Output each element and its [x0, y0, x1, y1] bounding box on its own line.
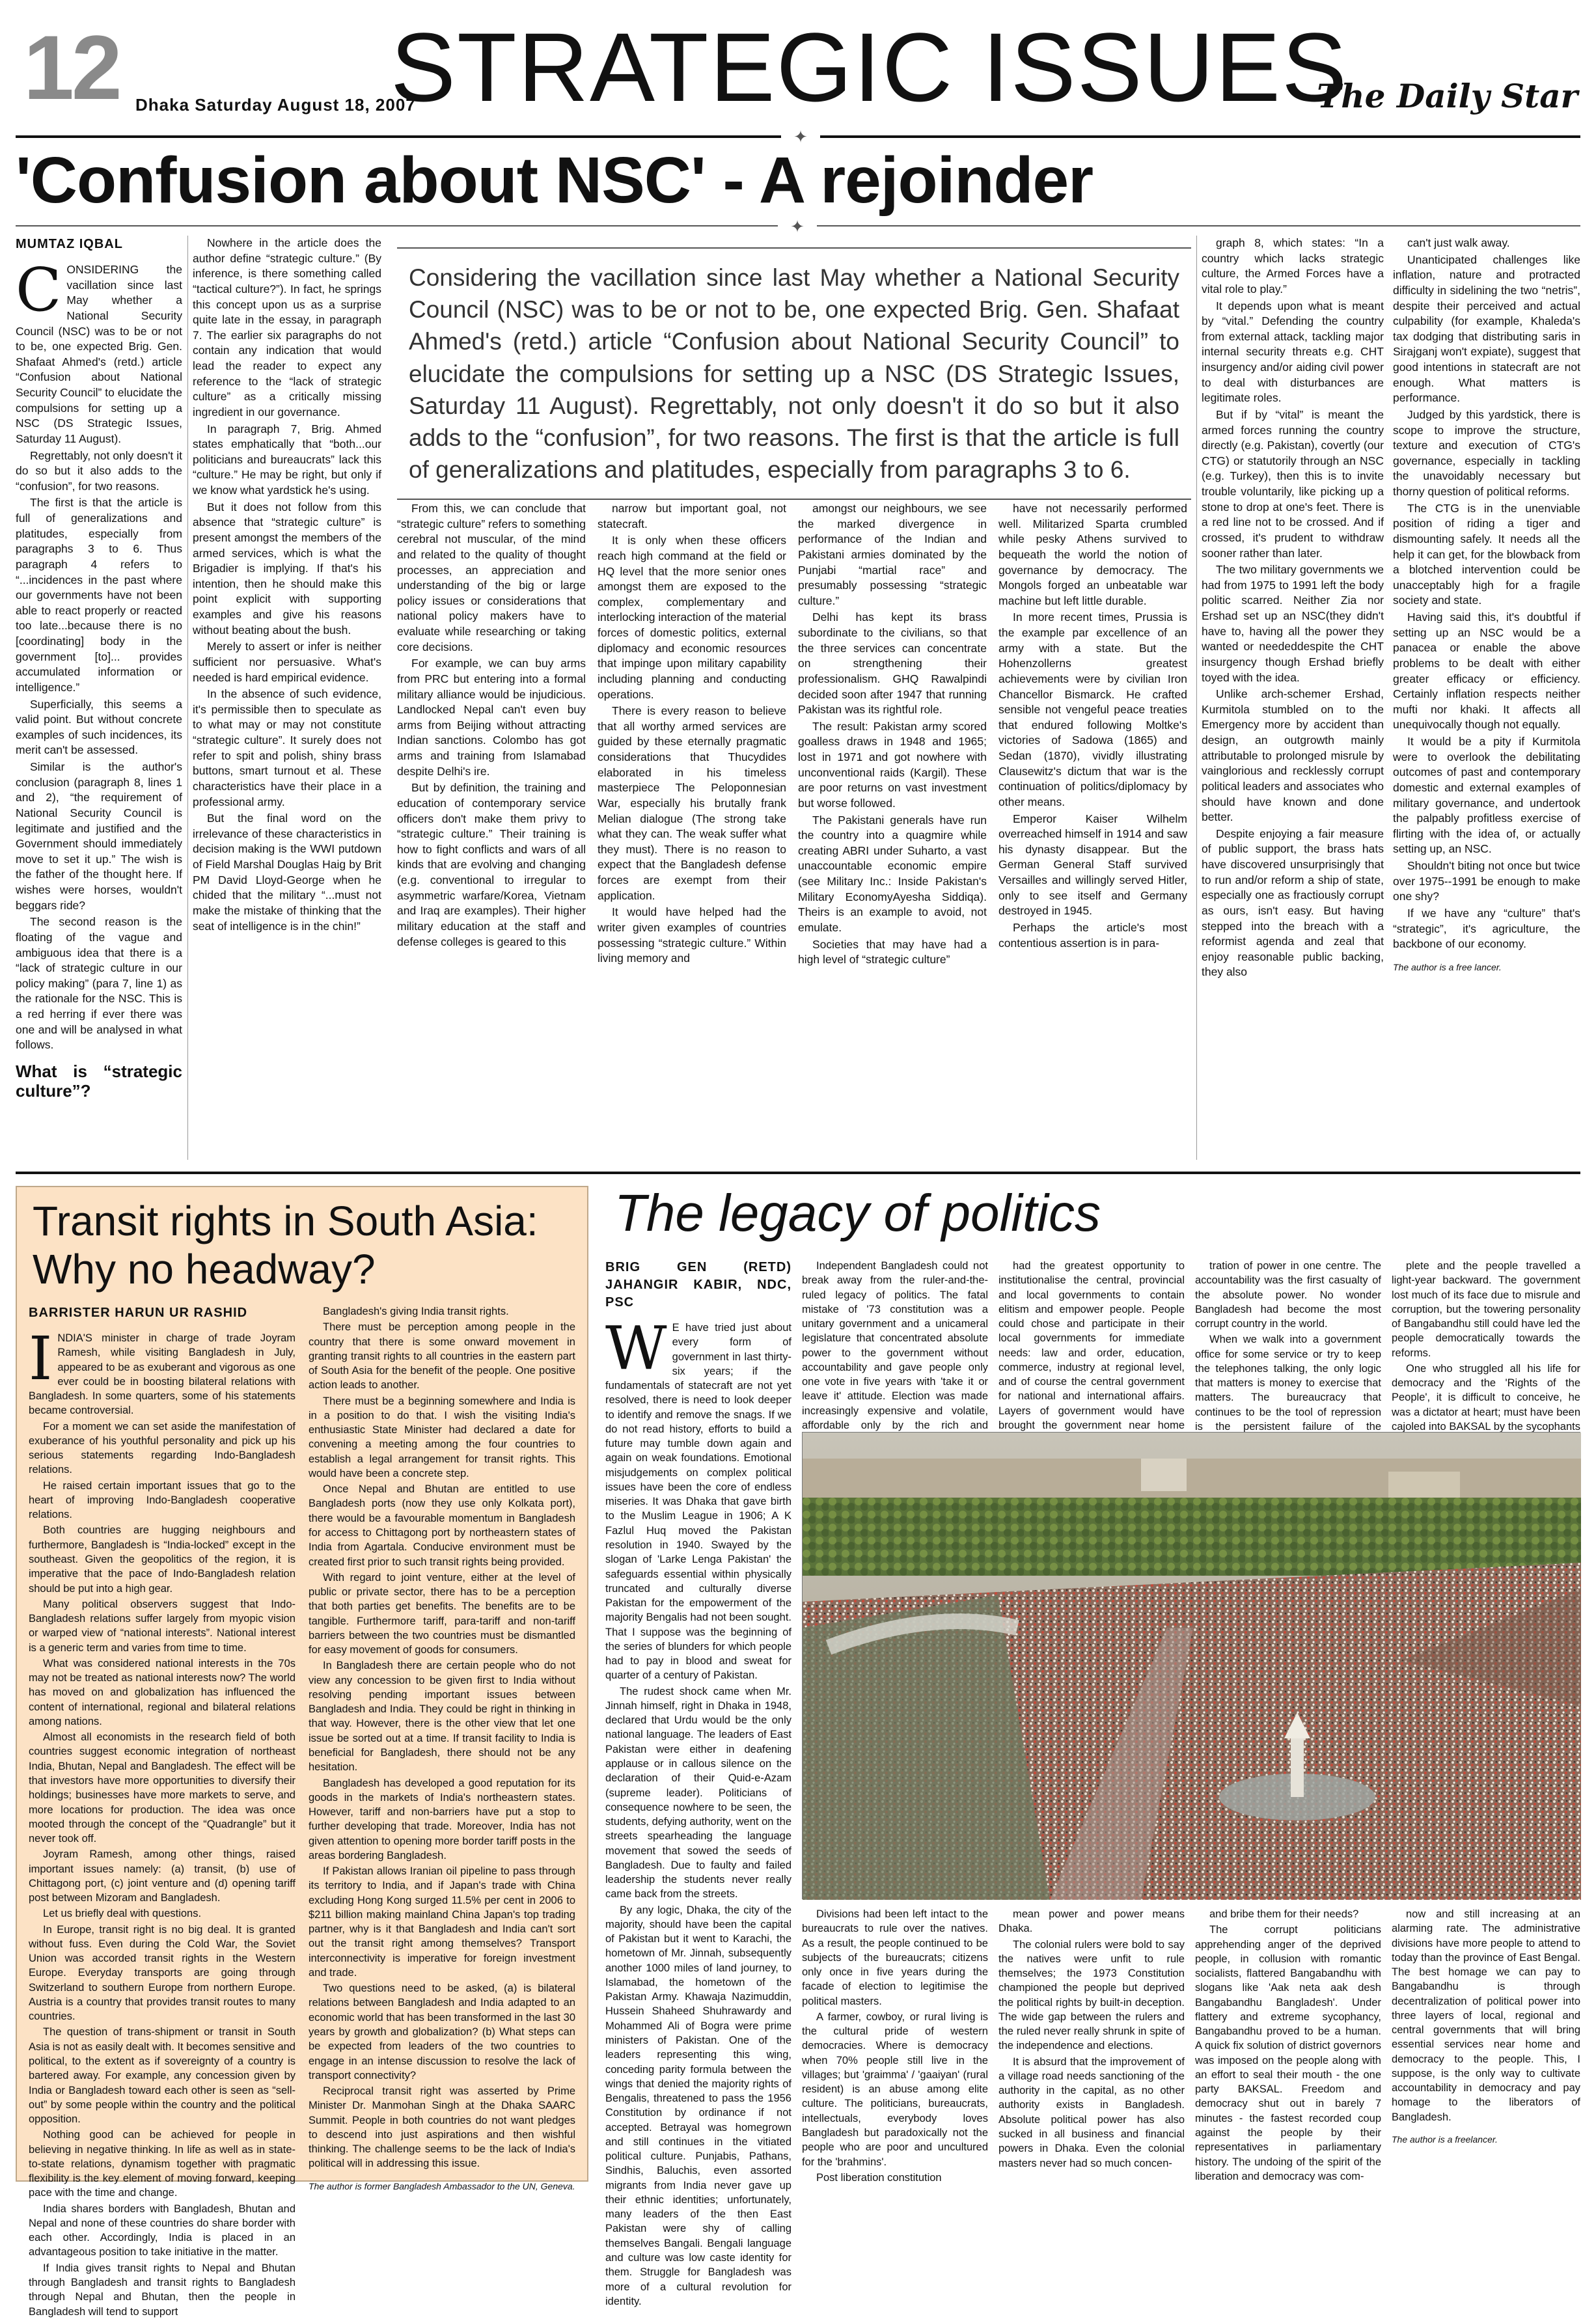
paragraph: Similar is the author's conclusion (paragraph 8, lines 1 and 2), “the requirement of National Security Council is legitimate and justified and the Government should immediately move to set it up.” The wish is the father of the thought here. If wishes were horses, wouldn't beggars ride?: [16, 760, 182, 912]
paragraph: graph 8, which states: “In a country which lacks strategic culture, the Armed Forces have a vital role to play.”: [1202, 236, 1384, 295]
paragraph: have not necessarily performed well. Militarized Sparta crumbled while pesky Athens survived to bequeath the world the notion of governance by democracy. The Mongols forged an unbeatable war machine but left little durable.: [998, 502, 1187, 607]
paragraphs: [1202, 236, 1384, 980]
paragraphs: [998, 1907, 1185, 2171]
paragraphs: [598, 501, 786, 967]
paragraph: mean power and power means Dhaka.: [998, 1908, 1185, 1935]
paragraph: Nowhere in the article does the author define “strategic culture.” (By inference, is there something called “tactical culture?”). In fact, he springs this concept upon us as a surprise quite late in the essay, in paragraph 7. The earlier six paragraphs do not contain any indication that would lead the reader to expect any reference to the “lack of strategic culture” as a critically missing ingredient in our governance.: [193, 236, 381, 419]
paragraphs: [1393, 236, 1580, 952]
paragraph: Nothing good can be achieved for people in believing in negative thinking. In life as well as in state-to-state relations, dynamism together with pragmatic flexibility is the key element of moving forward, keeping pace with the time and change.: [29, 2129, 296, 2199]
column-divider: [187, 236, 188, 1160]
article3-column-2-bottom: [802, 1907, 988, 2184]
dateline: Dhaka Saturday August 18, 2007: [135, 95, 416, 115]
author-note: The author is a freelancer.: [1392, 2134, 1498, 2145]
paragraph: But it does not follow from this absence that “strategic culture” is present amongst the members of the armed services, which is what the Brigadier is implying. If that's his intention, then he should make this point explicit with supporting examples and give his reasons without beating about the bush.: [193, 500, 381, 637]
paragraph: There must be perception among people in the country that there is some onward movement in granting transit rights to all countries in the eastern part of South Asia for the benefit of the people. One positive action leads to another.: [309, 1321, 575, 1392]
paragraph: If we have any “culture” that's “strategic”, it's agriculture, the backbone of our economy.: [1393, 906, 1580, 951]
paragraph: Joyram Ramesh, among other things, raised important issues namely: (a) transit, (b) use of Chittagong port, (c) joint venture and (d) opening tariff post between Mizoram and Bangladesh.: [29, 1848, 296, 1904]
article3-column-5-top: [1392, 1259, 1580, 1433]
paragraph: If Pakistan allows Iranian oil pipeline to pass through its territory to India, and if Japan's trade with China excluding Hong Kong surged 11.5% per cent in 2006 to $211 billion making mainland China Japan's top trading partner, why is it that Bangladesh and India can't sort out the transit right among themselves? Transport interconnectivity is imperative for foreign investment and trade.: [309, 1865, 575, 1979]
paragraph: A farmer, cowboy, or rural living is the cultural pride of western democracies. Where is democracy when 70% people still live in the villages; but 'graimma' / 'gaaiyan' (rural resident) is an abuse among elite culture. The politicians, bureaucrats, intellectuals, everybody loves Bangladesh but paradoxically not the people who are poor and uncultured for the 'brahmins'.: [802, 2010, 988, 2168]
paragraph: But by definition, the training and education of contemporary service officers don't make them privy to “strategic culture.” Their training is how to fight conflicts and wars of all kinds that are evolving and changing (e.g. conventional to irregular to asymmetric warfare/Korea, Vietnam and Iraq are examples). Their higher military education at the staff and defense colleges is geared to this: [397, 781, 586, 948]
paragraph: had the greatest opportunity to institutionalise the central, provincial and local governments to contain elitism and empower people. People could chose and participate in their local governments for immediate needs: law and order, education, commerce, industry at regional level, and of course the central government for national and international affairs. Layers of government would have brought the government near home: [998, 1260, 1185, 1431]
paragraph: ONSIDERING the vacillation since last May whether a National Security Council (NSC) was to be or not to be, one expected Brig. Gen. Shafaat Ahmed's (retd.) article “Confusion about National Security Council” to elucidate the compulsions for setting up a NSC (DS Strategic Issues, Saturday 11 August).: [16, 263, 182, 445]
headline-transit-rights: Transit rights in South Asia: Why no headway?: [33, 1198, 538, 1293]
article1-column-8: [1393, 236, 1580, 1160]
paragraph: now and still increasing at an alarming rate. The administrative divisions have more people to attend to today than the province of East Bengal. The best homage we can pay to Bangabandhu is through decentralization of political power into three layers of local, regional and central governments that will bring essential services near home and democracy to the people. This, I suppose, is the only way to cultivate accountability in democracy and pay homage to the liberators of Bangladesh.: [1392, 1908, 1580, 2123]
paragraphs: [998, 501, 1187, 951]
article3-column-3-top: [998, 1259, 1185, 1431]
paragraphs: [193, 236, 381, 934]
paragraph: The result: Pakistan army scored goalless draws in 1948 and 1965; lost in 1971 and got nowhere with unconventional raids (Kargil). These are poor returns on vast investment but worse followed.: [798, 719, 987, 810]
paragraph: can't just walk away.: [1407, 236, 1510, 249]
paragraph: It would have helped had the writer given examples of countries possessing “strategic culture.” Within living memory and: [598, 905, 786, 965]
paragraph: There must be a beginning somewhere and India is in a position to do that. I wish the visiting India's enthusiastic State Minister had declared a date for convening a meeting among the four countries to establish a legal arrangement for transit rights. This would have been a concrete step.: [309, 1395, 575, 1479]
headline-legacy-politics: The legacy of politics: [614, 1184, 1101, 1242]
paragraph: Bangladesh's giving India transit rights.: [323, 1306, 509, 1317]
paragraph: One who struggled all his life for democracy and the 'Rights of the People', it is difficult to conceive, he was a dictator at heart; must have been cajoled into BAKSAL by the sycophants: [1392, 1362, 1580, 1433]
paragraph: Almost all economists in the research field of both countries suggest economic integration of northeast India, Bhutan, Nepal and Bangladesh. The effect will be that investors have more opportunities to diversify their holdings; businesses have more markets to serve, and more locations for production. The idea was once mooted through the concept of the “Quadrangle” but it never took off.: [29, 1731, 296, 1845]
paragraph: He raised certain important issues that go to the heart of improving Indo-Bangladesh cooperative relations.: [29, 1479, 296, 1521]
article1-column-4: [598, 501, 786, 1160]
paragraph: Reciprocal transit right was asserted by Prime Minister Dr. Manmohan Singh at the Dhaka SAARC Summit. People in both countries do not want pledges to descend into just aspirations and then wishful thinking. The challenge seems to be the lack of India's political will in addressing this issue.: [309, 2085, 575, 2170]
paragraph: Delhi has kept its brass subordinate to the civilians, so that the three services can concentrate on strengthening their professionalism. GHQ Rawalpindi decided soon after 1947 that running Pakistan was its rightful role.: [798, 611, 987, 717]
star-ornament-icon: ✦: [778, 217, 817, 236]
article2-column-1: [29, 1304, 296, 2318]
paragraph: There is every reason to believe that all worthy armed services are guided by these eternally pragmatic considerations that Thucydides elaborated in his timeless masterpiece The Peloponnesian War, especially his brutally frank Melian dialogue (The strong take what they can. The weak suffer what they must). There is no reason to expect that the Bangladesh defense forces are exempt from their application.: [598, 704, 786, 902]
dropcap: I: [29, 1324, 53, 1393]
paragraph: But the final word on the irrelevance of these characteristics in decision making is the WWI putdown of Field Marshal Douglas Haig by Brit PM David Lloyd-George when he chided that the military “...must not make the mistake of thinking that the seat of intelligence is in the chin!”: [193, 812, 381, 933]
paragraph: Unanticipated challenges like inflation, nature and protracted difficulty in sidelining the two “netris”, despite their perceived and actual culpability (for example, Khaleda's tax dodging that distributing saris in Sirajganj won't expiate), suggest that good intentions in statecraft are not enough. What matters is performance.: [1393, 253, 1580, 405]
paragraph: Let us briefly deal with questions.: [43, 1908, 202, 1920]
paragraphs: [16, 255, 182, 1053]
paragraph: Despite enjoying a fair measure of public support, the brass hats have discovered unsurprisingly that to run and/or reform a ship of state, especially one as fractiously corrupt as ours, isn't easy. But having stepped into the breach with a reformist agenda and zeal that enjoy reasonable public backing, they also: [1202, 827, 1384, 979]
subhead: What is “strategic culture”?: [16, 1061, 182, 1101]
pull-quote: Considering the vacillation since last May whether a National Security Council (NSC) was to be or not to be, one expected Brig. Gen. Shafaat Ahmed's (retd.) article “Confusion about National Security Council” to elucidate the compulsions for setting up a NSC (DS Strategic Issues, Saturday 11 August). Regrettably, not only doesn't it do so but it also adds to the “confusion”, for two reasons. The first is that the article is full of generalizations and platitudes, especially from paragraphs 3 to 6.: [397, 247, 1191, 500]
paragraph: amongst our neighbours, we see the marked divergence in performance of the Indian and Pakistani armies dominated by the Punjabi “martial race” and presumably possessing “strategic culture.”: [798, 502, 987, 607]
article2-column-2: [309, 1304, 575, 2191]
dropcap: W: [605, 1313, 667, 1383]
crowd-rally-photo: [802, 1432, 1580, 1899]
section-title: STRATEGIC ISSUES: [391, 12, 1349, 122]
paragraphs: [1392, 1907, 1580, 2124]
paragraph: Once Nepal and Bhutan are entitled to use Bangladesh ports (now they use only Kolkata port), there would be a favourable momentum in Bangladesh for access to Chittagong port by northeastern states of India from Agartala. Conducive environment must be created first prior to such transit rights being provided.: [309, 1483, 575, 1568]
paragraph: The rudest shock came when Mr. Jinnah himself, right in Dhaka in 1948, declared that Urdu would be the only national language. The leaders of East Pakistan were either in deafening applause or in callous silence on the declaration of their Quid-e-Azam (supreme leader). Politicians of consequence nowhere to be seen, the students, defying authority, went on the streets spearheading the language movement that sowed the seeds of Bangladesh. Due to faulty and failed leadership the students never really came back from the streets.: [605, 1685, 791, 1900]
byline: BRIG GEN (RETD) JAHANGIR KABIR, NDC, PSC: [605, 1260, 791, 1310]
paragraphs: [798, 501, 987, 968]
paragraph: In Europe, transit right is no big deal. It is granted without fuss. Even during the Cold War, the Soviet Union was accorded transit rights in the Western Europe. Everyday transports are going through Switzerland to southern Europe from northern Europe. Austria is a country that provides transit routes to many countries.: [29, 1923, 296, 2023]
article1-column-7: [1202, 236, 1384, 1160]
paragraphs: [29, 1324, 296, 2319]
article3-column-1: [605, 1259, 791, 2307]
paragraph: Superficially, this seems a valid point. But without concrete examples of such incidences, its merit can't be assessed.: [16, 697, 182, 757]
article3-column-2-top: [802, 1259, 988, 1431]
headline-confusion-nsc: 'Confusion about NSC' - A rejoinder: [16, 144, 1094, 217]
paragraph: What was considered national interests in the 70s may not be treated as national interests now? The world has moved on and globalization has influenced the content of international, regional and bilateral relations among nations.: [29, 1657, 296, 1727]
paragraph: India shares borders with Bangladesh, Bhutan and Nepal and none of these countries do share border with each other. Accordingly, India is placed in an advantageous position to take initiative in the matter.: [29, 2202, 296, 2258]
paragraph: For a moment we can set aside the manifestation of exuberance of his youthful personality and pick up his serious statements regarding Indo-Bangladesh relations.: [29, 1420, 296, 1476]
paragraph: It depends upon what is meant by “vital.” Defending the country from external attack, tackling major internal security threats e.g. CHT insurgency and/or aiding civil power to deal with disturbances are legitimate roles.: [1202, 299, 1384, 405]
star-ornament-icon: ✦: [781, 128, 820, 146]
article3-column-5-bottom: [1392, 1907, 1580, 2176]
paragraph: Divisions had been left intact to the bureaucrats to rule over the natives. As a result, the people continued to be subjects of the bureaucrats; citizens only once in five years during the facade of election to legitimise the political masters.: [802, 1908, 988, 2007]
paragraph: Perhaps the article's most contentious assertion is in para-: [998, 920, 1187, 950]
paragraph: By any logic, Dhaka, the city of the majority, should have been the capital of Pakistan but it went to Karachi, the hometown of Mr. Jinnah, subsequently another 1000 miles of land journey, to Islamabad, the hometown of the Pakistan Army. Khawaja Nazimuddin, Hussein Shaheed Shuhrawardy and Mohammed Ali of Bogra were prime ministers of Pakistan. One of the leaders representing this wing, conceding parity formula between the wings that denied the majority rights of Bengalis, threatened to pass the 1956 Constitution by ordinance if not accepted. Betrayal was homegrown and still continues in the vitiated political culture. Punjabis, Pathans, Sindhis, Baluchis, even assorted migrants from India never gave up their ethnic identities; unfortunately, many leaders of the then East Pakistan were shy of calling themselves Bangali. Bengali language and culture was low caste identity for them. Struggle for Bangladesh was more of a cultural revolution for identity.: [605, 1904, 791, 2307]
paragraph: Unlike arch-schemer Ershad, Kurmitola stumbled on to the Emergency more by accident than design, an outgrowth mainly attributable to prolonged misrule by vainglorious and recklessly corrupt political leaders and associates who should have known and done better.: [1202, 687, 1384, 824]
byline: BARRISTER HARUN UR RASHID: [29, 1306, 248, 1320]
paragraph: Emperor Kaiser Wilhelm overreached himself in 1914 and saw his dynasty disappear. But the German General Staff survived Versailles and willingly served Hitler, only to see itself and Germany destroyed in 1945.: [998, 812, 1187, 918]
page-number: 12: [23, 16, 120, 118]
paragraph: In the absence of such evidence, it's permissible then to speculate as to what may or may not constitute “strategic culture”. It surely does not refer to spit and polish, shiny brass buttons, smart turnout et al. These characteristics have their place in a professional army.: [193, 687, 381, 808]
article1-column-1: [16, 236, 182, 1160]
paragraphs: [1195, 1907, 1381, 2184]
paragraph: narrow but important goal, not statecraft.: [598, 502, 786, 530]
paragraph: It is absurd that the improvement of a village road needs sanctioning of the authority in the capital, as no other authority exists in Bangladesh. Absolute political power has also sucked in all business and financial powers in Dhaka. Even the colonial masters never had so much concen-: [998, 2055, 1185, 2169]
paragraphs: [309, 1304, 575, 2171]
paragraph: It would be a pity if Kurmitola were to overlook the debilitating outcomes of past and contemporary domestic and external examples of military governance, and undertook the palpably profitless exercise of flirting with the idea of, or actually setting up, an NSC.: [1393, 735, 1580, 856]
paragraphs: [605, 1313, 791, 2309]
author-note: The author is former Bangladesh Ambassador to the UN, Geneva.: [309, 2180, 575, 2191]
paragraph: tration of power in one centre. The accountability was the first casualty of the absolute power. No wonder Bangladesh had become the most corrupt country in the world.: [1195, 1260, 1381, 1330]
paragraph: Having said this, it's doubtful if setting up an NSC would be a panacea or enable the above problems to be dealt with either greater efficacy or efficiency. Certainly inflation respects neither mufti nor khaki. It affects all unequivocally though not equally.: [1393, 611, 1580, 732]
paragraph: Two questions need to be asked, (a) is bilateral relations between Bangladesh and India adapted to an economic world that has been transformed in the last 30 years by growth and globalization? (b) What steps can be expected from leaders of the two countries to engage in an intense discussion to resolve the lack of transport connectivity?: [309, 1983, 575, 2081]
article3-column-3-bottom: [998, 1907, 1185, 2176]
paragraph: The second reason is the floating of the vague and ambiguous idea that there is a “lack of strategic culture in our policy making” (para 7, line 1) as the rationale for the NSC. This is a red herring if ever there was one and will be analysed in what follows.: [16, 915, 182, 1052]
paragraph: Regrettably, not only doesn't it do so but it also adds to the “confusion”, for two reasons.: [16, 448, 182, 493]
paragraph: For example, we can buy arms from PRC but entering into a formal military alliance would be injudicious. Landlocked Nepal can't even buy arms from Beijing without attracting Indian sanctions. Colombo has got arms and training from Islamabad despite Delhi's ire.: [397, 657, 586, 778]
paragraph: With regard to joint venture, either at the level of public or private sector, there has to be a perception that both parties get benefits. The benefits are to be tangible. Furthermore tariff, para-tariff and non-tariff barriers between the two countries must be dismantled for easy movement of goods for consumers.: [309, 1571, 575, 1656]
paragraph: The first is that the article is full of generalizations and platitudes, especially from paragraphs 3 to 6. Thus paragraph 4 refers to “...incidences in the past where our governments have not been able to react properly or reacted too late...because there is no [coordinating] body in the government [to]... provides accumulated information or intelligence.”: [16, 496, 182, 694]
paragraph: plete and the people travelled a light-year backward. The government lost much of its face due to misrule and corruption, but the towering personality of Bangabandhu still could have led the people democratically towards the reforms.: [1392, 1260, 1580, 1359]
paragraph: Shouldn't biting not once but twice over 1975--1991 be enough to make one shy?: [1393, 859, 1580, 903]
dropcap: C: [16, 255, 62, 325]
article1-column-2: [193, 236, 381, 1160]
paragraph: Judged by this yardstick, there is scope to improve the structure, texture and execution of CTG's governance, especially in tackling the unavoidably necessary but thorny question of political reforms.: [1393, 407, 1580, 498]
paragraphs: [397, 501, 586, 950]
paragraph: The corrupt politicians apprehending anger of the deprived people, in collusion with romantic socialists, flattered Bangabandhu with slogans like 'Aak neta aak desh Bangabandhu Bangladesh'. Under flattery and extreme sycophancy, Bangabandhu proved to be a human. A quick fix solution of district governors was imposed on the people along with an effort to seal their mouth - the one party BAKSAL. Freedom and democracy shut out in barely 7 minutes - the fastest recorded coup against the people by their representatives in parliamentary history. The undoing of the spirit of the liberation and democracy was com-: [1195, 1924, 1381, 2182]
paragraph: Independent Bangladesh could not break away from the ruler-and-the-ruled legacy of politics. The fatal mistake of '73 constitution was a unitary government and a unicameral legislature that concentrated absolute power to the government without accountability and gave people only one vote in five years with 'take it or leave it' attitude. Election was made increasingly expensive and volatile, affordable only by the rich and: [802, 1260, 988, 1431]
paragraph: But if by “vital” is meant the armed forces running the country directly (e.g. Pakistan), covertly (our CTG) or statutorily through an NSC (e.g. Turkey), then this is to invite trouble voluntarily, like picking up a stone to drop at one's feet. There is a red line not to be crossed. And if crossed, it's prudent to withdraw sooner rather than later.: [1202, 407, 1384, 560]
article1-column-6: [998, 501, 1187, 1160]
paragraph: Societies that may have had a high level of “strategic culture”: [798, 937, 987, 967]
column-divider: [1196, 236, 1197, 1160]
paragraph: If India gives transit rights to Nepal and Bhutan through Bangladesh and transit rights to Bangladesh through Nepal and Bhutan, then the people in Bangladesh will tend to support: [29, 2262, 296, 2318]
paragraph: Post liberation constitution: [816, 2171, 942, 2184]
byline: MUMTAZ IQBAL: [16, 237, 123, 251]
article3-column-4-top: [1195, 1259, 1381, 1433]
paragraph: Merely to assert or infer is neither sufficient nor persuasive. What's needed is hard empirical evidence.: [193, 640, 381, 684]
paragraph: Many political observers suggest that Indo-Bangladesh relations suffer largely from myopic vision or warped view of “national interests”. National interest is a generic term and varies from time to time.: [29, 1598, 296, 1654]
paragraphs: [802, 1907, 988, 2185]
paragraph: It is only when these officers reach high command at the field or HQ level that the more senior ones amongst them are exposed to the complex, complementary and interlocking interaction of the material forces of domestic politics, external diplomacy and economic resources that impinge upon military capability including planning and conducting operations.: [598, 534, 786, 701]
paragraph: The question of trans-shipment or transit in South Asia is not as easily dealt with. It becomes sensitive and political, to the extent as if sovereignty of a country is bartered away. For example, any concession given by India or Bangladesh toward each other is seen as “sell-out” by some people within the country and the political opposition.: [29, 2026, 296, 2126]
paragraph: In paragraph 7, Brig. Ahmed states emphatically that “both...our politicians and bureaucrats” lack this “culture.” He may be right, but only if we know what yardstick he's using.: [193, 422, 381, 497]
paragraph: From this, we can conclude that “strategic culture” refers to something cerebral not muscular, of the mind and related to the quality of thought processes, an appreciation and understanding of the big or large policy issues or considerations that national policy makers have to evaluate while researching or taking core decisions.: [397, 502, 586, 653]
paragraph: The Pakistani generals have run the country into a quagmire while creating ABRI under Suharto, a vast unaccountable economic empire (see Military Inc.: Inside Pakistan's Military EconomyAyesha Siddiqa). Theirs is an example to avoid, not emulate.: [798, 813, 987, 934]
paragraph: In Bangladesh there are certain people who do not view any concession to be given first to India without resolving pending important issues between Bangladesh and India. They could be right in thinking in that way. However, there is the other view that let one issue be sorted out at a time. If transit facility to India is beneficial for Bangladesh, there should not be any hesitation.: [309, 1660, 575, 1774]
paragraph: The CTG is in the unenviable position of riding a tiger and dismounting safely. It needs all the help it can get, for the blowback from a blotched intervention could be unacceptably high for a fragile society and state.: [1393, 501, 1580, 607]
paragraph: E have tried just about every form of government in last thirty-six years; if the fundamentals of statecraft are not yet resolved, there is need to look deeper to identify and remove the snags. If we do not read history, efforts to build a future may tumble down again and again on weak foundations. Emotional misjudgements on complex political issues have been the core of endless miseries. It was Dhaka that gave birth to the Muslim League in 1906; A K Fazlul Huq moved the Pakistan resolution in 1940. Swayed by the slogan of 'Larke Lenga Pakistan' the safeguards essential within physically truncated and culturally diverse Pakistan for the empowerment of the majority Bengalis had not been sought. That I suppose was the beginning of the series of blunders for which people had to pay in blood and sweat for quarter of a century of Pakistan.: [605, 1322, 791, 1682]
paragraph: The two military governments we had from 1975 to 1991 left the body politic scarred. Neither Zia nor Ershad set up an NSC(they didn't have to, having all the power they wanted or neededdespite the CHT insurgency though Ershad briefly toyed with the idea.: [1202, 563, 1384, 684]
paragraph: The colonial rulers were bold to say the natives were unfit to rule themselves; the 1973 Constitution championed the people but deprived the political rights by built-in deception. The wide gap between the rulers and the ruled never really shrunk in spite of the independence and elections.: [998, 1938, 1185, 2052]
crowd-photo-illustration: [803, 1433, 1581, 1900]
paragraph: and bribe them for their needs?: [1209, 1908, 1359, 1920]
article1-column-3: [397, 501, 586, 1160]
paragraph: In more recent times, Prussia is the example par excellence of an army with a state. But the Hohenzollerns greatest achievements were by civilian Iron Chancellor Bismarck. He crafted sensible not vengeful peace treaties that endured following Moltke's victories of Sadowa (1865) and Sedan (1870), vividly illustrating Clausewitz's dictum that war is the continuation of politics/diplomacy by other means.: [998, 611, 1187, 808]
author-note: The author is a free lancer.: [1393, 961, 1502, 972]
newspaper-logo: The Daily Star: [1317, 77, 1578, 115]
article1-column-5: [798, 501, 987, 1160]
paragraph: NDIA'S minister in charge of trade Joyram Ramesh, while visiting Bangladesh in July, appeared to be as exuberant and vigorous as one ever could be in boosting bilateral relations with Bangladesh. In some quarters, some of his statements became controversial.: [29, 1332, 296, 1417]
paragraph: Bangladesh has developed a good reputation for its goods in the markets of India's northeastern states. However, tariff and non-barriers have put a stop to further developing that trade. Moreover, India has not given attention to opening more border tariff posts in the areas bordering Bangladesh.: [309, 1777, 575, 1861]
article3-column-4-bottom: [1195, 1907, 1381, 2182]
paragraph: Both countries are hugging neighbours and furthermore, Bangladesh is “India-locked” except in the southeast. Given the geopolitics of the region, it is imperative that the pace of Indo-Bangladesh relation should be put into a high gear.: [29, 1524, 296, 1595]
paragraph: When we walk into a government office for some service or try to keep the telephones talking, the only logic that matters is money to exercise that matters. The bureaucracy that continues to be the tool of repression is the persistent failure of the: [1195, 1334, 1381, 1433]
section-rule: [16, 1172, 1580, 1174]
